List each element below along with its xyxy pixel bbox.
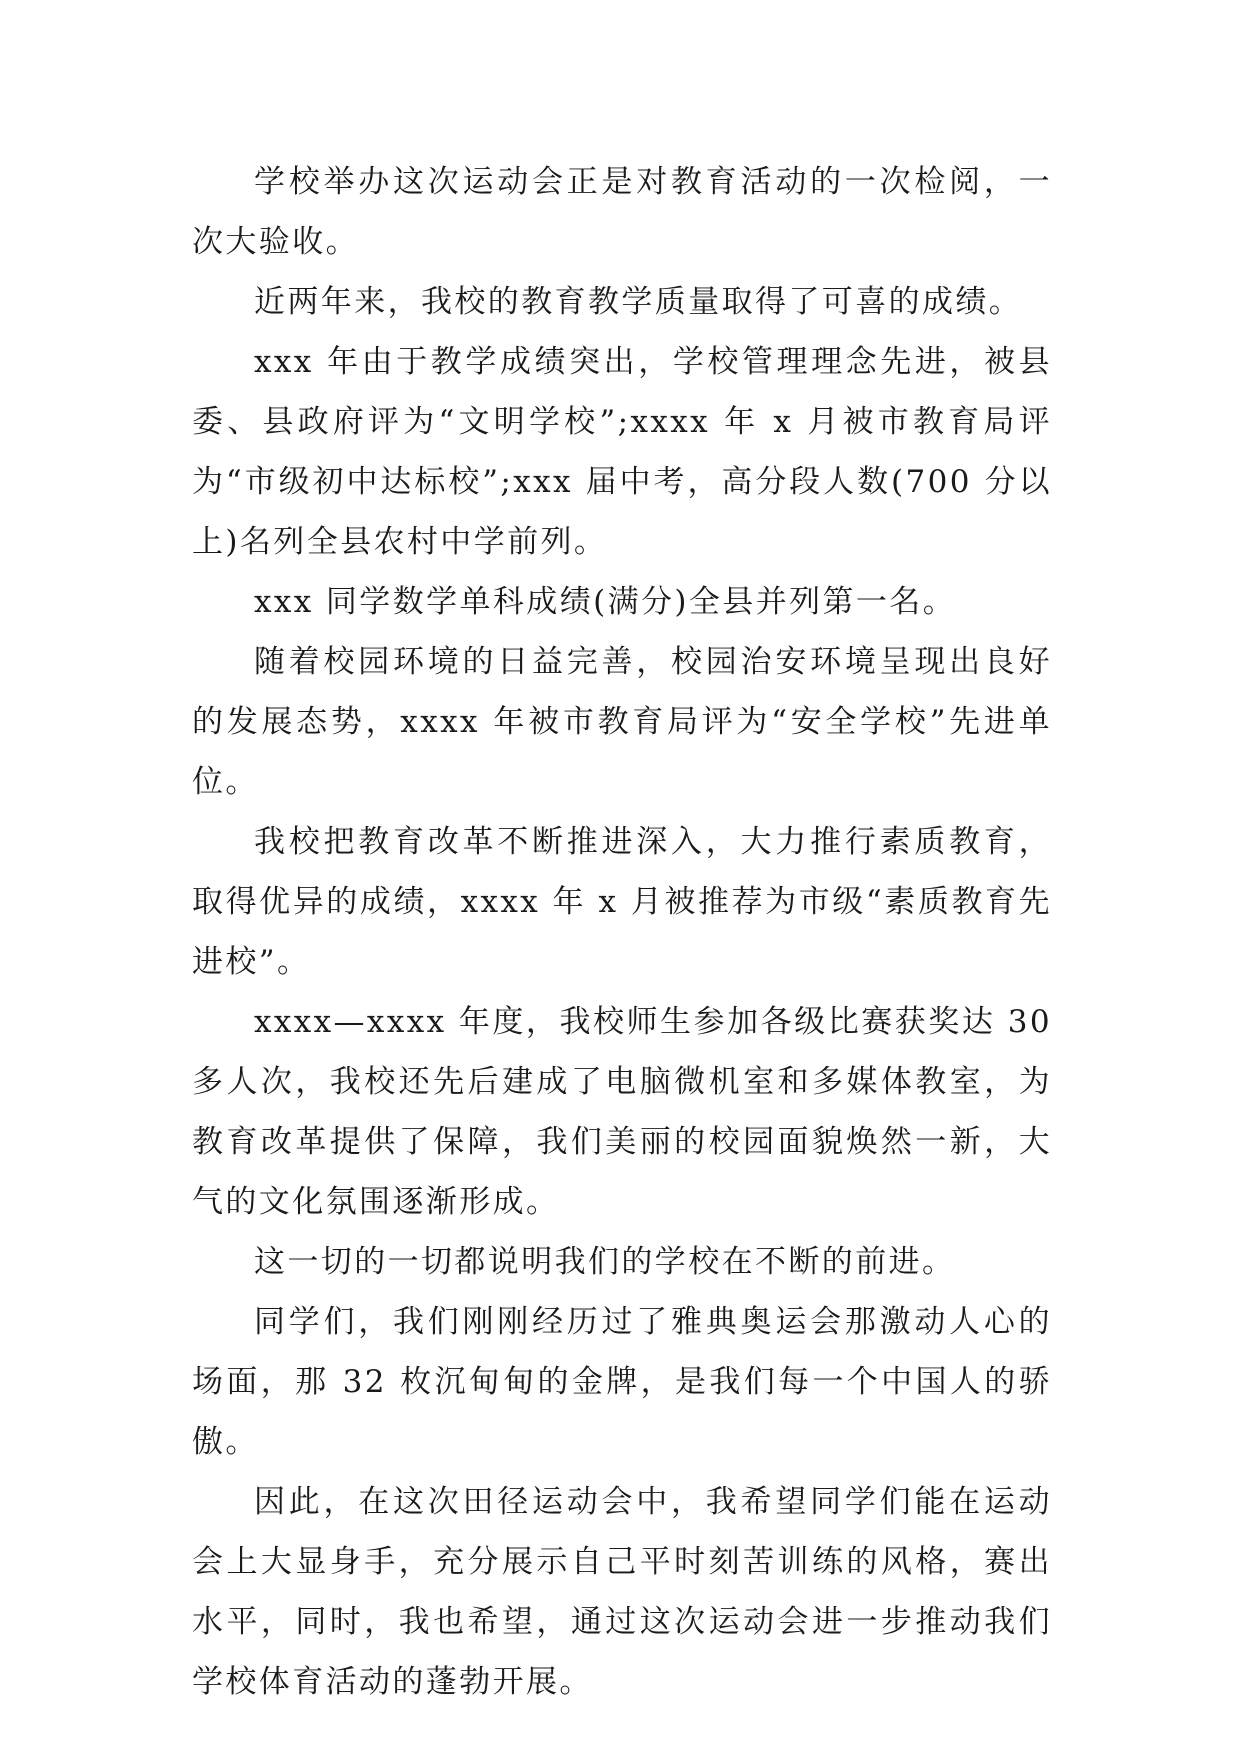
paragraph-2: 近两年来，我校的教育教学质量取得了可喜的成绩。 (254, 284, 1023, 320)
paragraph-4: xxx 同学数学单科成绩(满分)全县并列第一名。 (254, 584, 957, 620)
paragraph-5: 随着校园环境的日益完善，校园治安环境呈现出良好的发展态势，xxxx 年被市教育局评为“安全学校”先进单位。 (192, 644, 1052, 800)
paragraph-7: xxxx—xxxx 年度，我校师生参加各级比赛获奖达 30 多人次，我校还先后建成了电脑微机室和多媒体教室，为教育改革提供了保障，我们美丽的校园面貌焕然一新，大气的文化氛围逐渐形成。 (192, 1004, 1052, 1220)
paragraph-1: 学校举办这次运动会正是对教育活动的一次检阅，一次大验收。 (192, 164, 1052, 260)
paragraph-3: xxx 年由于教学成绩突出，学校管理理念先进，被县委、县政府评为“文明学校”;xxxx 年 x 月被市教育局评为“市级初中达标校”;xxx 届中考，高分段人数(700 分以上)名列全县农村中学前列。 (192, 344, 1052, 560)
paragraph-6: 我校把教育改革不断推进深入，大力推行素质教育，取得优异的成绩，xxxx 年 x 月被推荐为市级“素质教育先进校”。 (192, 824, 1052, 980)
paragraph-9: 同学们，我们刚刚经历过了雅典奥运会那激动人心的场面，那 32 枚沉甸甸的金牌，是我们每一个中国人的骄傲。 (192, 1304, 1052, 1460)
document-body (192, 152, 1052, 1712)
paragraph-8: 这一切的一切都说明我们的学校在不断的前进。 (254, 1244, 956, 1280)
paragraph-10: 因此，在这次田径运动会中，我希望同学们能在运动会上大显身手，充分展示自己平时刻苦训练的风格，赛出水平，同时，我也希望，通过这次运动会进一步推动我们学校体育活动的蓬勃开展。 (192, 1484, 1052, 1700)
